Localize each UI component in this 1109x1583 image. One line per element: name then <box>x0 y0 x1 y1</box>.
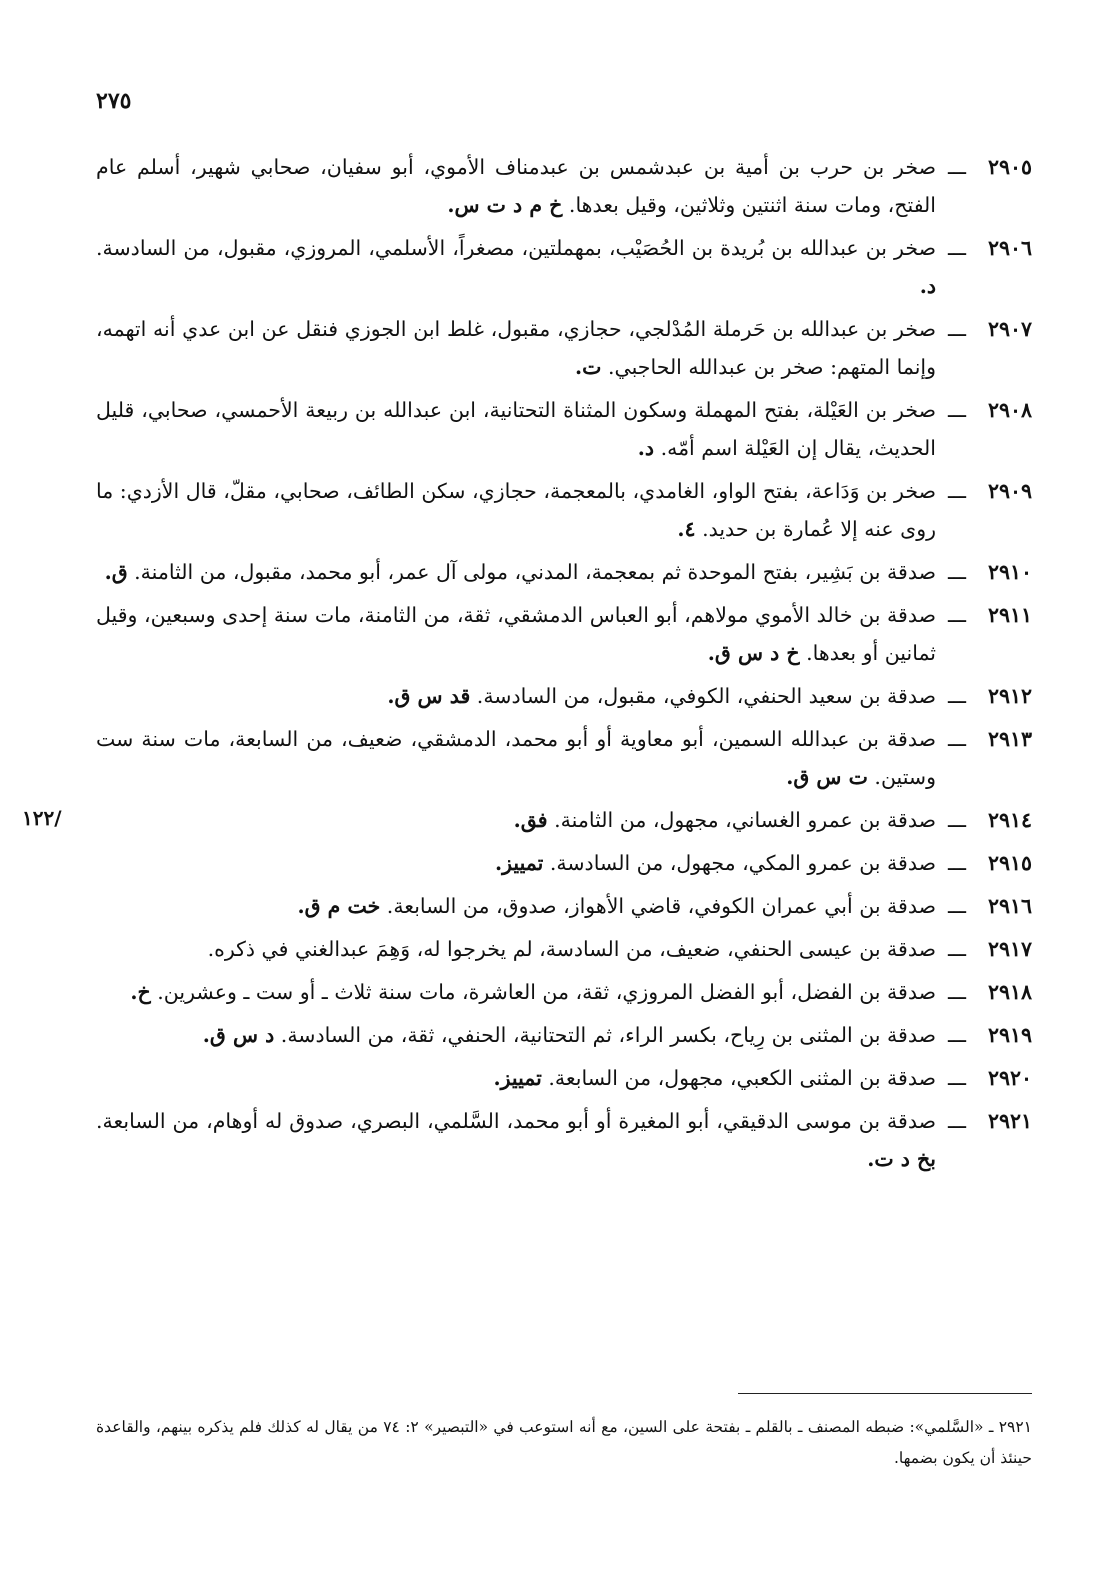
entry-2916: ٢٩١٦ ـــ صدقة بن أبي عمران الكوفي، قاضي الأهواز، صدوق، من السابعة. خت م ق. <box>96 887 1032 925</box>
entry-text: صدقة بن موسى الدقيقي، أبو المغيرة أو أبو محمد، السَّلمي، البصري، صدوق له أوهام، من السابعة. <box>96 1109 936 1133</box>
entry-2914: ٢٩١٤ ـــ صدقة بن عمرو الغساني، مجهول، من الثامنة. فق. <box>96 801 1032 839</box>
entry-2913: ٢٩١٣ ـــ صدقة بن عبدالله السمين، أبو معاوية أو أبو محمد، الدمشقي، ضعيف، من السابعة، مات سنة ست وستين. ت س ق. <box>96 720 1032 796</box>
entry-number: ٢٩١٧ <box>987 937 1032 961</box>
entry-2915: ٢٩١٥ ـــ صدقة بن عمرو المكي، مجهول، من السادسة. تمييز. <box>96 844 1032 882</box>
entries-list <box>96 148 1032 1183</box>
entry-2919: ٢٩١٩ ـــ صدقة بن المثنى بن رِياح، بكسر الراء، ثم التحتانية، الحنفي، ثقة، من السادسة. د س ق. <box>96 1016 1032 1054</box>
entry-number: ٢٩٠٨ <box>987 398 1032 422</box>
entry-text: صدقة بن عيسى الحنفي، ضعيف، من السادسة، لم يخرجوا له، وَهِمَ عبدالغني في ذكره. <box>207 937 936 961</box>
entry-text: صدقة بن عمرو الغساني، مجهول، من الثامنة. <box>554 808 936 832</box>
entry-number: ٢٩١٥ <box>987 851 1032 875</box>
entry-number: ٢٩١٩ <box>987 1023 1032 1047</box>
entry-codes: خ د س ق. <box>707 641 800 665</box>
entry-number: ٢٩٠٩ <box>987 479 1032 503</box>
entry-codes: ت. <box>575 355 602 379</box>
entry-text: صدقة بن بَشِير، بفتح الموحدة ثم بمعجمة، المدني، مولى آل عمر، أبو محمد، مقبول، من الثامنة. <box>134 560 936 584</box>
footnote: ٢٩٢١ ـ «السَّلمي»: ضبطه المصنف ـ بالقلم ـ بفتحة على السين، مع أنه استوعب في «التبصير» ٢: ٧٤ من يقال له كذلك فلم يذكره بينهم، والقاعدة حينئذ أن يكون بضمها. <box>96 1418 1032 1467</box>
entry-codes: ٤. <box>677 517 696 541</box>
entry-text: صخر بن وَدَاعة، بفتح الواو، الغامدي، بالمعجمة، حجازي، سكن الطائف، صحابي، مقلّ، قال الأزدي: ما روى عنه إلا عُمارة بن حديد. <box>96 479 936 541</box>
entry-number: ٢٩١٣ <box>987 727 1032 751</box>
entry-codes: بخ د ت. <box>867 1147 936 1171</box>
entry-codes: قد س ق. <box>387 684 471 708</box>
entry-2921: ٢٩٢١ ـــ صدقة بن موسى الدقيقي، أبو المغيرة أو أبو محمد، السَّلمي، البصري، صدوق له أوهام، من السابعة. بخ د ت. <box>96 1102 1032 1178</box>
entry-codes: د س ق. <box>202 1023 275 1047</box>
entry-codes: د. <box>637 436 655 460</box>
entry-codes: د. <box>919 274 936 298</box>
entry-text: صدقة بن عمرو المكي، مجهول، من السادسة. <box>549 851 936 875</box>
entry-number: ٢٩١٢ <box>987 684 1032 708</box>
entry-codes: خ. <box>130 980 151 1004</box>
entry-text: صدقة بن عبدالله السمين، أبو معاوية أو أبو محمد، الدمشقي، ضعيف، من السابعة، مات سنة ست وستين. <box>96 727 936 789</box>
entry-codes: تمييز. <box>494 851 544 875</box>
entry-number: ٢٩١٠ <box>987 560 1032 584</box>
entry-codes: ق. <box>104 560 128 584</box>
entry-2907: ٢٩٠٧ ـــ صخر بن عبدالله بن حَرملة المُدْلجي، حجازي، مقبول، غلط ابن الجوزي فنقل عن ابن عدي أنه اتهمه، وإنما المتهم: صخر بن عبدالله الحاجبي. ت. <box>96 310 1032 386</box>
entry-text: صدقة بن المثنى بن رِياح، بكسر الراء، ثم التحتانية، الحنفي، ثقة، من السادسة. <box>280 1023 936 1047</box>
entry-text: صخر بن عبدالله بن حَرملة المُدْلجي، حجازي، مقبول، غلط ابن الجوزي فنقل عن ابن عدي أنه اتهمه، وإنما المتهم: صخر بن عبدالله الحاجبي. <box>96 317 936 379</box>
entry-number: ٢٩١٤ <box>987 808 1032 832</box>
entry-codes: فق. <box>513 808 548 832</box>
footnote-divider <box>738 1393 1032 1394</box>
entry-text: صخر بن حرب بن أمية بن عبدشمس بن عبدمناف الأموي، أبو سفيان، صحابي شهير، أسلم عام الفتح، ومات سنة اثنتين وثلاثين، وقيل بعدها. <box>96 155 936 217</box>
entry-codes: تمييز. <box>493 1066 542 1090</box>
entry-number: ٢٩٢١ <box>987 1109 1032 1133</box>
entry-2918: ٢٩١٨ ـــ صدقة بن الفضل، أبو الفضل المروزي، ثقة، من العاشرة، مات سنة ثلاث ـ أو ست ـ وعشرين. خ. <box>96 973 1032 1011</box>
entry-2905: ٢٩٠٥ ـــ صخر بن حرب بن أمية بن عبدشمس بن عبدمناف الأموي، أبو سفيان، صحابي شهير، أسلم عام الفتح، ومات سنة اثنتين وثلاثين، وقيل بعدها. خ م د ت س. <box>96 148 1032 224</box>
entry-2920: ٢٩٢٠ ـــ صدقة بن المثنى الكعبي، مجهول، من السابعة. تمييز. <box>96 1059 1032 1097</box>
entry-codes: خ م د ت س. <box>447 193 563 217</box>
entry-text: صدقة بن الفضل، أبو الفضل المروزي، ثقة، من العاشرة، مات سنة ثلاث ـ أو ست ـ وعشرين. <box>157 980 936 1004</box>
entry-2906: ٢٩٠٦ ـــ صخر بن عبدالله بن بُريدة بن الحُصَيْب، بمهملتين، مصغراً، الأسلمي، المروزي، مقبول، من السادسة. د. <box>96 229 1032 305</box>
entry-2917: ٢٩١٧ ـــ صدقة بن عيسى الحنفي، ضعيف، من السادسة، لم يخرجوا له، وَهِمَ عبدالغني في ذكره. <box>96 930 1032 968</box>
entry-2912: ٢٩١٢ ـــ صدقة بن سعيد الحنفي، الكوفي، مقبول، من السادسة. قد س ق. <box>96 677 1032 715</box>
entry-number: ٢٩٠٧ <box>987 317 1032 341</box>
entry-number: ٢٩٢٠ <box>987 1066 1032 1090</box>
entry-text: صخر بن العَيْلة، بفتح المهملة وسكون المثناة التحتانية، ابن عبدالله بن ربيعة الأحمسي، صحابي، قليل الحديث، يقال إن العَيْلة اسم أمّه. <box>96 398 936 460</box>
entry-number: ٢٩١٨ <box>987 980 1032 1004</box>
entry-codes: خت م ق. <box>297 894 381 918</box>
entry-text: صدقة بن سعيد الحنفي، الكوفي، مقبول، من السادسة. <box>476 684 936 708</box>
entry-text: صخر بن عبدالله بن بُريدة بن الحُصَيْب، بمهملتين، مصغراً، الأسلمي، المروزي، مقبول، من السادسة. <box>96 236 936 260</box>
entry-text: صدقة بن خالد الأموي مولاهم، أبو العباس الدمشقي، ثقة، من الثامنة، مات سنة إحدى وسبعين، وقيل ثمانين أو بعدها. <box>96 603 936 665</box>
entry-number: ٢٩١٦ <box>987 894 1032 918</box>
entry-2909: ٢٩٠٩ ـــ صخر بن وَدَاعة، بفتح الواو، الغامدي، بالمعجمة، حجازي، سكن الطائف، صحابي، مقلّ، قال الأزدي: ما روى عنه إلا عُمارة بن حديد. ٤. <box>96 472 1032 548</box>
entry-text: صدقة بن أبي عمران الكوفي، قاضي الأهواز، صدوق، من السابعة. <box>386 894 936 918</box>
entry-2911: ٢٩١١ ـــ صدقة بن خالد الأموي مولاهم، أبو العباس الدمشقي، ثقة، من الثامنة، مات سنة إحدى وسبعين، وقيل ثمانين أو بعدها. خ د س ق. <box>96 596 1032 672</box>
entry-number: ٢٩٠٥ <box>987 155 1032 179</box>
margin-note: /١٢٢ <box>22 806 62 830</box>
entry-codes: ت س ق. <box>786 765 868 789</box>
entry-text: صدقة بن المثنى الكعبي، مجهول، من السابعة. <box>548 1066 936 1090</box>
entry-number: ٢٩٠٦ <box>987 236 1032 260</box>
entry-2908: ٢٩٠٨ ـــ صخر بن العَيْلة، بفتح المهملة وسكون المثناة التحتانية، ابن عبدالله بن ربيعة الأحمسي، صحابي، قليل الحديث، يقال إن العَيْلة اسم أمّه. د. <box>96 391 1032 467</box>
entry-2910: ٢٩١٠ ـــ صدقة بن بَشِير، بفتح الموحدة ثم بمعجمة، المدني، مولى آل عمر، أبو محمد، مقبول، من الثامنة. ق. <box>96 553 1032 591</box>
page-number: ٢٧٥ <box>96 88 132 114</box>
entry-number: ٢٩١١ <box>987 603 1032 627</box>
